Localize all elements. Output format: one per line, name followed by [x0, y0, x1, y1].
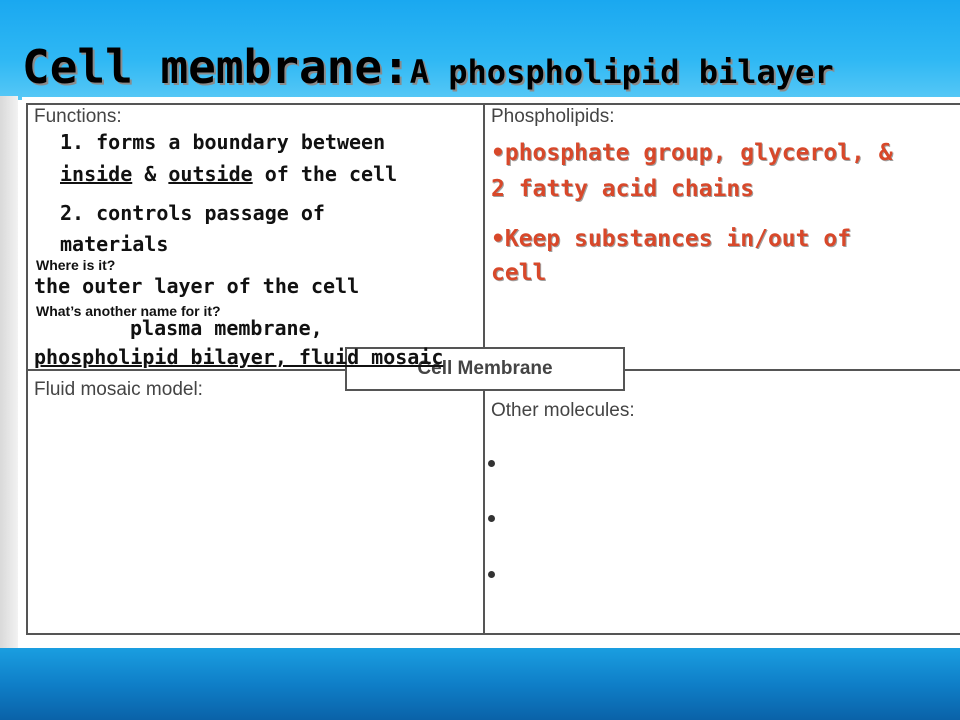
- slide-title: [22, 40, 834, 94]
- outside-word: outside: [168, 162, 253, 186]
- function-item-1-tail: of the cell: [252, 162, 398, 186]
- title-subtitle: A phospholipid bilayer: [409, 53, 834, 91]
- bullet-dot-1: •: [491, 140, 505, 166]
- inside-word: inside: [60, 162, 133, 186]
- function-item-2-line-1: 2. controls passage of: [60, 201, 325, 225]
- phospholipids-label: Phospholipids:: [491, 106, 615, 127]
- ampersand: &: [132, 162, 169, 186]
- question-where: Where is it?: [36, 257, 116, 273]
- footer-band: [0, 648, 960, 720]
- answer-other-name-line-2: phospholipid bilayer, fluid mosaic: [34, 345, 444, 369]
- question-other-name: What’s another name for it?: [36, 303, 221, 319]
- center-label: Cell Membrane: [417, 358, 553, 379]
- title-main: Cell membrane:: [22, 40, 410, 94]
- phospholipid-bullet-1-text: phosphate group, glycerol, &: [504, 140, 893, 166]
- answer-other-name-line-1: plasma membrane,: [130, 316, 323, 340]
- phospholipid-bullet-1-line-2: 2 fatty acid chains: [491, 176, 755, 202]
- phospholipid-bullet-2-text: Keep substances in/out of: [504, 226, 852, 252]
- fluid-mosaic-label: Fluid mosaic model:: [34, 379, 203, 400]
- answer-where: the outer layer of the cell: [34, 274, 360, 298]
- other-molecules-label: Other molecules:: [491, 400, 635, 421]
- other-bullet-1: [488, 460, 495, 467]
- phospholipid-bullet-1-line-1: [491, 140, 893, 166]
- phospholipid-bullet-2-line-1: [491, 226, 851, 252]
- other-bullet-2: [488, 515, 495, 522]
- left-edge-shade: [0, 96, 18, 648]
- functions-label: Functions:: [34, 106, 122, 127]
- phospholipid-bullet-2-line-2: cell: [491, 260, 547, 286]
- function-item-1-line-2: [60, 162, 397, 186]
- function-item-1-line-1: 1. forms a boundary between: [60, 130, 386, 154]
- bullet-dot-2: •: [491, 226, 505, 252]
- other-bullet-3: [488, 571, 495, 578]
- function-item-2-line-2: materials: [60, 232, 169, 256]
